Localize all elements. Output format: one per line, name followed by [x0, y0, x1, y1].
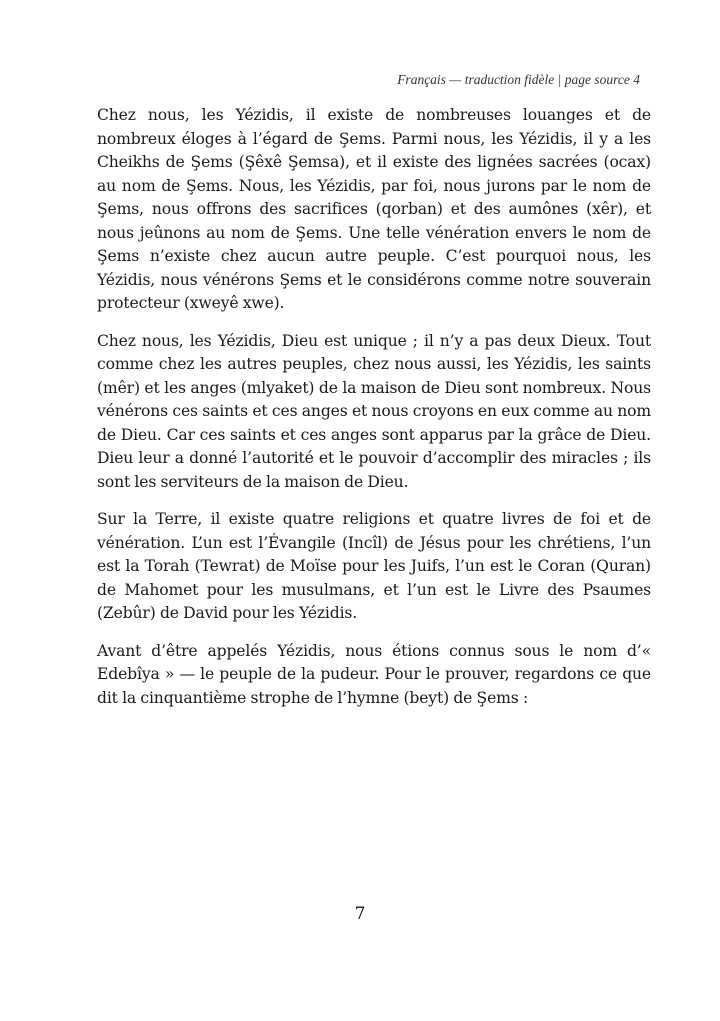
paragraph-2: Chez nous, les Yézidis, Dieu est unique ; il n’y a pas deux Dieux. Tout comme chez les autres peuples, chez nous aussi, les Yézidis, les saints (mêr) et les anges (mlyaket) de la maison de Dieu sont nombreux. Nous vénérons ces saints et ces anges et nous croyons en eux comme au nom de Dieu. Car ces saints et ces anges sont apparus par la grâce de Dieu. Dieu leur a donné l’autorité et le pouvoir d’accomplir des miracles ; ils sont les serviteurs de la maison de Dieu.	[97, 331, 651, 491]
running-header: Français — traduction fidèle | page source 4	[397, 72, 640, 87]
page-number: 7	[354, 904, 366, 924]
paragraph-1: Chez nous, les Yézidis, il existe de nombreuses louanges et de nombreux éloges à l’égard de Şems. Parmi nous, les Yézidis, il y a les Cheikhs de Şems (Şêxê Şemsa), et il existe des lignées sacrées (ocax) au nom de Şems. Nous, les Yézidis, par foi, nous jurons par le nom de Şems, nous offrons des sacrifices (qorban) et des aumônes (xêr), et nous jeûnons au nom de Şems. Une telle vénération envers le nom de Şems n’existe chez aucun autre peuple. C’est pourquoi nous, les Yézidis, nous vénérons Şems et le considérons comme notre souverain protecteur (xweyê xwe).	[97, 106, 651, 312]
paragraph-3: Sur la Terre, il existe quatre religions et quatre livres de foi et de vénération. L’un est l’Évangile (Incîl) de Jésus pour les chrétiens, l’un est la Torah (Tewrat) de Moïse pour les Juifs, l’un est le Coran (Quran) de Mahomet pour les musulmans, et l’un est le Livre des Psaumes (Zebûr) de David pour les Yézidis.	[97, 510, 651, 622]
paragraph-4: Avant d’être appelés Yézidis, nous étions connus sous le nom d’« Edebîya » — le peuple de la pudeur. Pour le prouver, regardons ce que dit la cinquantième strophe de l’hymne (beyt) de Şems :	[97, 641, 651, 707]
body-text	[97, 104, 651, 724]
